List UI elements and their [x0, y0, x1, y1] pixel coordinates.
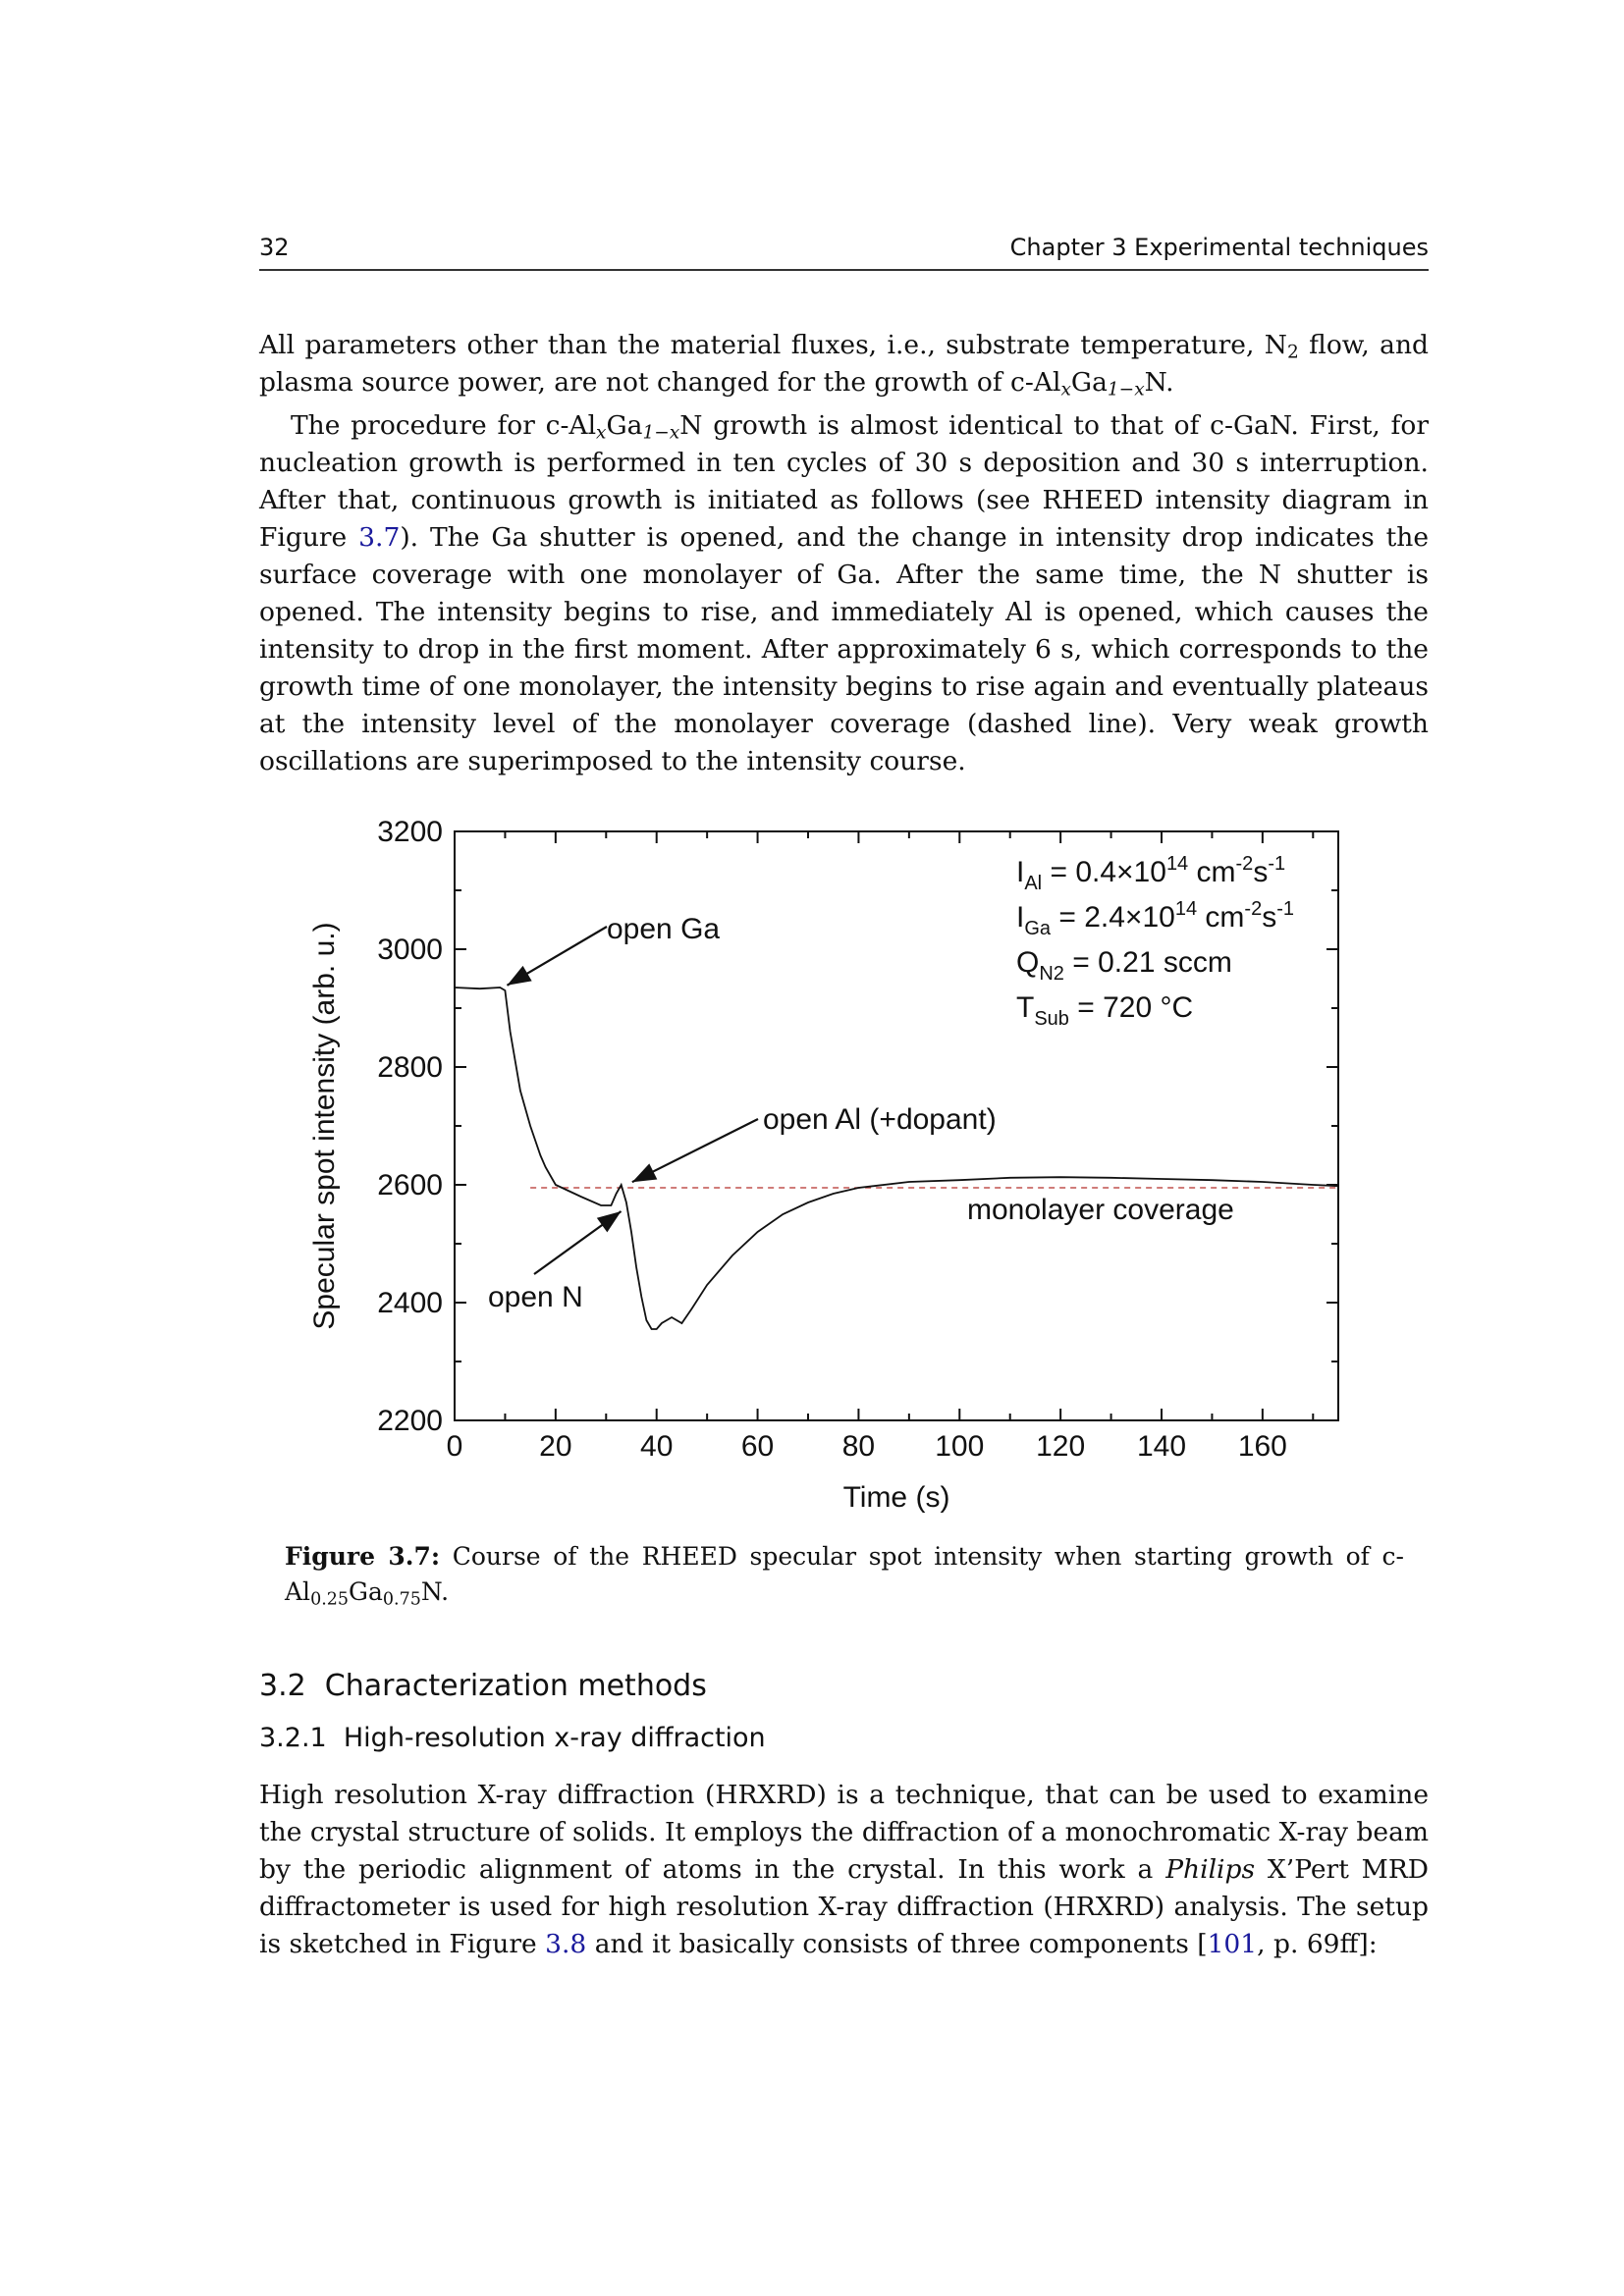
- growth-parameters-legend: [1016, 853, 1294, 1030]
- y-tick-label: 2200: [377, 1405, 443, 1437]
- subsection-heading: 3.2.1 High-resolution x-ray diffraction: [259, 1723, 766, 1753]
- legend-line-tsub: $T_{Sub} = 720$ °C: [1016, 991, 1194, 1030]
- x-tick-label: 0: [446, 1430, 463, 1463]
- chapter-title: Chapter 3 Experimental techniques: [1009, 234, 1429, 261]
- x-tick-label: 80: [841, 1430, 876, 1463]
- running-header: [259, 234, 1429, 271]
- citation-link[interactable]: 101: [1207, 1929, 1258, 1959]
- y-tick-label: 3200: [377, 816, 443, 848]
- annotation-monolayer: monolayer coverage: [967, 1194, 1234, 1226]
- x-tick-label: 60: [740, 1430, 775, 1463]
- caption-label: Figure 3.7:: [285, 1542, 441, 1571]
- intensity-line: [455, 988, 1338, 1329]
- x-tick-label: 140: [1136, 1430, 1187, 1463]
- annotation-open-al: open Al (+dopant): [763, 1103, 997, 1136]
- legend-line-ga: $I_{Ga} = 2.4\times 10^{14}$ $cm^{-2}s^{-1}$: [1016, 898, 1294, 939]
- arrow-open-n-head: [597, 1211, 622, 1232]
- annotation-arrows: [507, 927, 758, 1274]
- y-axis-label: Specular spot intensity (arb. u.): [308, 922, 341, 1330]
- x-tick-label: 160: [1237, 1430, 1287, 1463]
- legend-line-qn2: $Q_{N2} = 0.21$ sccm: [1016, 946, 1232, 985]
- paragraph-2: The procedure for $c-Al_xGa_{1-x}N$ growth is almost identical to that of c-GaN. First, for nucleation growth is performed in ten cycles of 30 s deposition and 30 s interruption. After that, continuous growth is initiated as follows (see RHEED intensity diagram in Figure 3.7). The Ga shutter is opened, and the change in intensity drop indicates the surface coverage with one monolayer of Ga. After the same time, the N shutter is opened. The intensity begins to rise, and immediately Al is opened, which causes the intensity to drop in the first moment. After approximately 6 s, which corresponds to the growth time of one monolayer, the intensity begins to rise again and eventually plateaus at the intensity level of the monolayer coverage (dashed line). Very weak growth oscillations are superimposed to the intensity course.: [259, 410, 1430, 776]
- figure-caption: Figure 3.7: Course of the RHEED specular spot intensity when starting growth of $c-Al_{0.25}Ga_{0.75}N$.: [285, 1542, 1404, 1610]
- section-heading: 3.2 Characterization methods: [259, 1669, 707, 1703]
- body-text-top: [259, 327, 1429, 780]
- y-tick-label: 3000: [377, 934, 443, 966]
- body-text-bottom: [259, 1777, 1429, 1963]
- paragraph-3: High resolution X-ray diffraction (HRXRD) is a technique, that can be used to examine the crystal structure of solids. It employs the diffraction of a monochromatic X-ray beam by the periodic alignment of atoms in the crystal. In this work a Philips X’Pert MRD diffractometer is used for high resolution X-ray diffraction (HRXRD) analysis. The setup is sketched in Figure 3.8 and it basically consists of three components [101, p. 69ff]:: [259, 1780, 1430, 1959]
- x-tick-label: 40: [640, 1430, 674, 1463]
- x-tick-label: 20: [539, 1430, 572, 1463]
- rheed-chart: [295, 805, 1375, 1531]
- x-axis-label: Time (s): [842, 1481, 950, 1514]
- arrow-open-ga-head: [507, 966, 531, 986]
- paragraph-1: All parameters other than the material fluxes, i.e., substrate temperature, $N_2$ flow, and plasma source power, are not changed for the growth of $c-Al_xGa_{1-x}N$.: [259, 330, 1429, 400]
- annotation-open-ga: open Ga: [607, 913, 721, 945]
- figure-ref-link-3-8[interactable]: 3.8: [545, 1929, 587, 1959]
- x-tick-label: 100: [935, 1430, 985, 1463]
- arrow-open-al-head: [632, 1163, 657, 1182]
- page-number: 32: [259, 234, 290, 261]
- y-tick-label: 2400: [377, 1287, 443, 1319]
- figure-ref-link[interactable]: 3.7: [358, 522, 401, 553]
- annotation-open-n: open N: [488, 1281, 583, 1313]
- y-tick-label: 2800: [377, 1051, 443, 1084]
- legend-line-al: $I_{Al} = 0.4\times 10^{14}$ $cm^{-2}s^{-1}$: [1016, 853, 1286, 894]
- y-tick-label: 2600: [377, 1169, 443, 1201]
- x-tick-label: 120: [1036, 1430, 1086, 1463]
